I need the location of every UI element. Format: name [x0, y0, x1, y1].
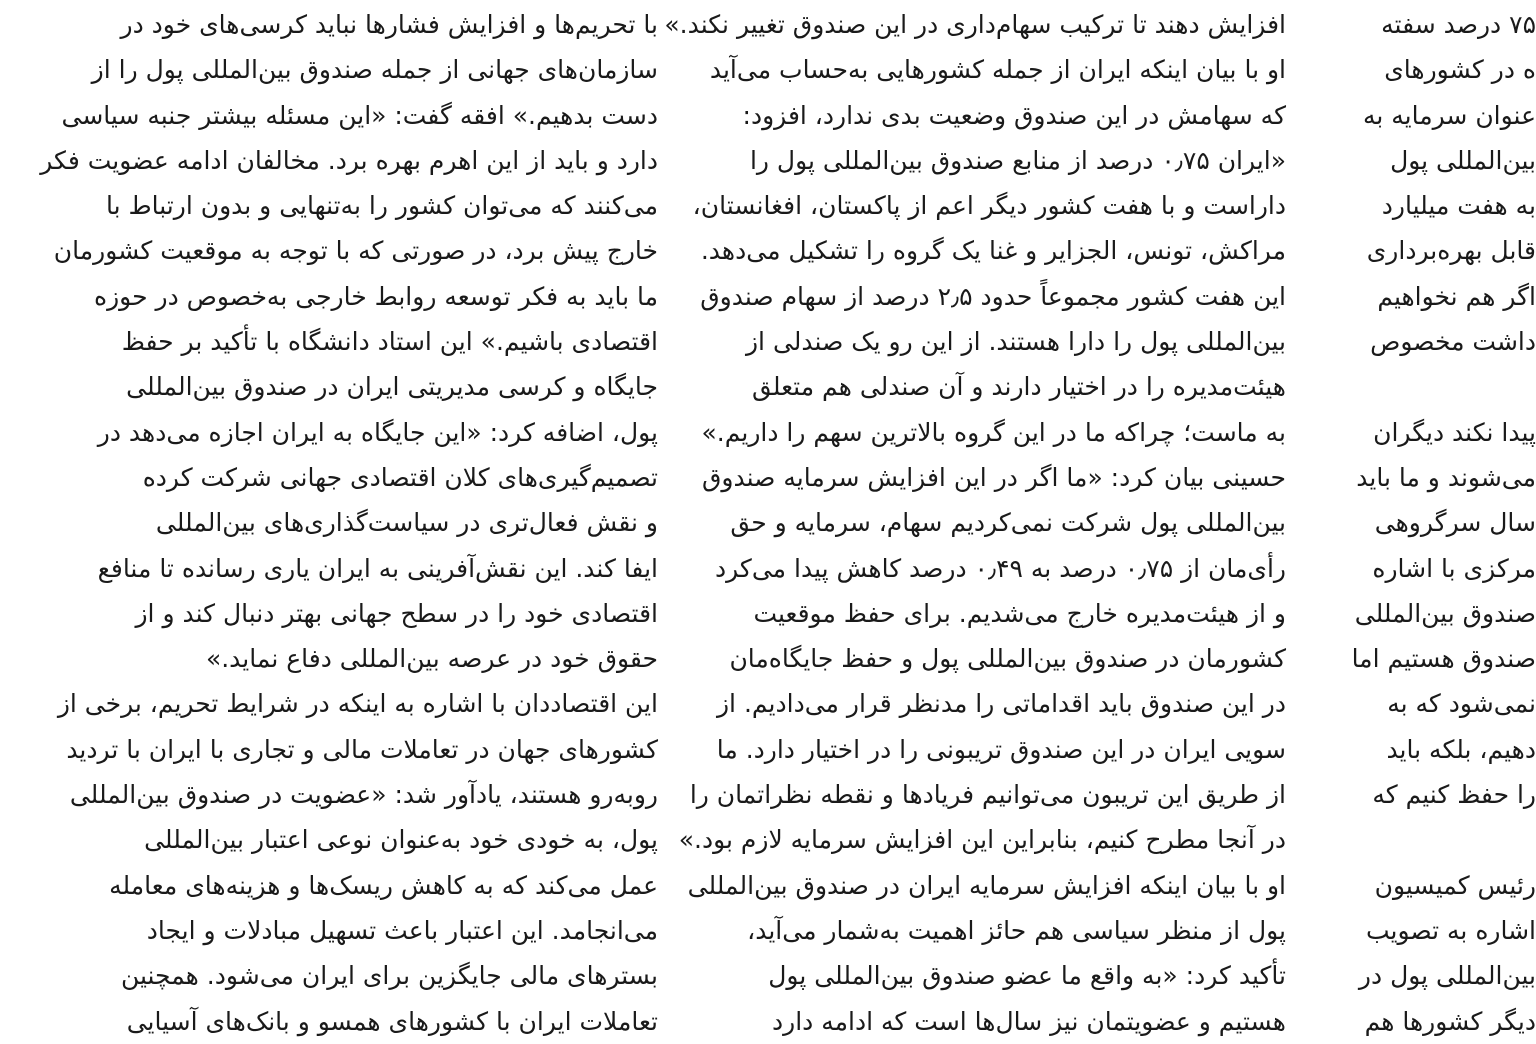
text-line: سازمان‌های جهانی از جمله صندوق بین‌المللی پول را از — [91, 55, 658, 85]
text-line: با تحریم‌ها و افزایش فشارها نباید کرسی‌های خود در — [120, 10, 658, 39]
text-line: رئیس کمیسیون — [1374, 870, 1536, 900]
text-line: دست بدهیم.» افقه گفت: «این مسئله بیشتر جنبه سیاسی — [61, 100, 658, 130]
text-line: سویی ایران در این صندوق تریبونی را در اختیار دارد. ما — [716, 734, 1286, 764]
text-line: رأی‌مان از ۰٫۷۵ درصد به ۰٫۴۹ درصد کاهش پیدا می‌کرد — [715, 553, 1286, 583]
article-column-left — [40, 2, 658, 1044]
text-line: پول، اضافه کرد: «این جایگاه به ایران اجازه می‌دهد در — [97, 417, 658, 447]
text-line: نمی‌شود که به — [1387, 689, 1536, 719]
text-line: عمل می‌کند که به کاهش ریسک‌ها و هزینه‌های معامله — [109, 870, 658, 900]
text-line: به ماست؛ چراکه ما در این گروه بالاترین سهم را داریم.» — [701, 417, 1286, 447]
text-line: داشت مخصوص — [1370, 327, 1536, 357]
text-line: بین‌المللی پول — [1390, 145, 1536, 175]
text-line: هیئت‌مدیره را در اختیار دارند و آن صندلی هم متعلق — [751, 372, 1286, 402]
text-line: حقوق خود در عرصه بین‌المللی دفاع نماید.» — [205, 644, 658, 674]
text-line: خارج پیش برد، در صورتی که با توجه به موقعیت کشورمان — [53, 236, 658, 266]
text-line: قابل بهره‌برداری — [1366, 236, 1536, 266]
text-line: اشاره به تصویب — [1366, 915, 1536, 945]
text-line: به هفت میلیارد — [1381, 191, 1536, 221]
text-line: ۷۵ درصد سفته — [1381, 10, 1536, 39]
text-line: و از هیئت‌مدیره خارج می‌شدیم. برای حفظ موقعیت — [753, 598, 1286, 628]
text-line: او با بیان اینکه افزایش سرمایه ایران در صندوق بین‌المللی — [687, 870, 1286, 900]
paragraph-gap — [1336, 364, 1536, 409]
text-line: هستیم و عضویتمان نیز سال‌ها است که ادامه دارد — [772, 1006, 1286, 1036]
text-line: کشورمان در صندوق بین‌المللی پول و حفظ جایگاه‌مان — [729, 644, 1286, 674]
text-line: می‌کنند که می‌توان کشور را به‌تنهایی و بدون ارتباط با — [105, 191, 658, 221]
text-line: صندوق بین‌المللی — [1354, 598, 1536, 628]
article-column-right-cropped — [1336, 2, 1536, 1044]
text-line: را حفظ کنیم که — [1372, 780, 1536, 810]
text-line: پیدا نکند دیگران — [1373, 417, 1536, 447]
text-line: مراکش، تونس، الجزایر و غنا یک گروه را تشکیل می‌دهد. — [700, 236, 1286, 266]
text-line: عنوان سرمایه به — [1362, 100, 1536, 130]
text-line: از طریق این تریبون می‌توانیم فریادها و نقطه نظراتمان را — [689, 780, 1286, 810]
text-line: می‌شوند و ما باید — [1356, 462, 1536, 492]
text-line: تأکید کرد: «به واقع ما عضو صندوق بین‌المللی پول — [768, 961, 1286, 991]
article-column-middle — [664, 2, 1286, 1044]
text-line: دیگر کشورها هم — [1364, 1006, 1536, 1036]
text-line: افزایش دهند تا ترکیب سهام‌داری در این صندوق تغییر نکند.» — [664, 10, 1286, 39]
text-line: دهیم، بلکه باید — [1386, 734, 1536, 764]
text-line: بین‌المللی پول شرکت نمی‌کردیم سهام، سرمایه و حق — [730, 508, 1286, 538]
text-line: کشورهای جهان در تعاملات مالی و تجاری با ایران با تردید — [66, 734, 658, 764]
text-line: داراست و با هفت کشور دیگر اعم از پاکستان، افغانستان، — [692, 191, 1286, 221]
text-line: اگر هم نخواهیم — [1377, 281, 1536, 311]
text-line: ما باید به فکر توسعه روابط خارجی به‌خصوص در حوزه — [94, 281, 658, 311]
text-line: که سهامش در این صندوق وضعیت بدی ندارد، افزود: — [742, 100, 1286, 130]
text-line: سال سرگروهی — [1374, 508, 1536, 538]
text-line: ایفا کند. این نقش‌آفرینی به ایران یاری رسانده تا منافع — [97, 553, 658, 583]
text-line: در این صندوق باید اقداماتی را مدنظر قرار می‌دادیم. از — [716, 689, 1286, 719]
text-line: پول، به خودی خود به‌عنوان نوعی اعتبار بین‌المللی — [144, 825, 658, 855]
text-line: و نقش فعال‌تری در سیاست‌گذاری‌های بین‌المللی — [155, 508, 658, 538]
text-line: دارد و باید از این اهرم بهره برد. مخالفان ادامه عضویت فکر — [40, 145, 658, 175]
text-line: جایگاه و کرسی مدیریتی ایران در صندوق بین‌المللی — [126, 372, 658, 402]
text-line: ه در کشورهای — [1384, 55, 1536, 85]
text-line: می‌انجامد. این اعتبار باعث تسهیل مبادلات و ایجاد — [146, 915, 658, 945]
text-line: مرکزی با اشاره — [1372, 553, 1536, 583]
text-line: حسینی بیان کرد: «ما اگر در این افزایش سرمایه صندوق — [702, 462, 1286, 492]
text-line: روبه‌رو هستند، یادآور شد: «عضویت در صندوق بین‌المللی — [69, 780, 658, 810]
text-line: اقتصادی باشیم.» این استاد دانشگاه با تأکید بر حفظ — [121, 327, 658, 357]
text-line: اقتصادی خود را در سطح جهانی بهتر دنبال کند و از — [135, 598, 658, 628]
text-line: بین‌المللی پول را دارا هستند. از این رو یک صندلی از — [745, 327, 1286, 357]
text-line: «ایران ۰٫۷۵ درصد از منابع صندوق بین‌المللی پول را — [749, 145, 1286, 175]
text-line: پول از منظر سیاسی هم حائز اهمیت به‌شمار می‌آید، — [747, 915, 1286, 945]
text-line: او با بیان اینکه ایران از جمله کشورهایی به‌حساب می‌آید — [709, 55, 1286, 85]
text-line: صندوق هستیم اما — [1351, 644, 1536, 674]
text-line: در آنجا مطرح کنیم، بنابراین این افزایش سرمایه لازم بود.» — [678, 825, 1286, 855]
text-line: تعاملات ایران با کشورهای همسو و بانک‌های آسیایی — [126, 1006, 658, 1036]
text-line: بسترهای مالی جایگزین برای ایران می‌شود. همچنین — [120, 961, 658, 991]
text-line: بین‌المللی پول در — [1358, 961, 1536, 991]
text-line: تصمیم‌گیری‌های کلان اقتصادی جهانی شرکت کرده — [142, 462, 658, 492]
text-line: این اقتصاددان با اشاره به اینکه در شرایط تحریم، برخی از — [57, 689, 658, 719]
paragraph-gap — [1336, 817, 1536, 862]
text-line: این هفت کشور مجموعاً حدود ۲٫۵ درصد از سهام صندوق — [700, 281, 1286, 311]
